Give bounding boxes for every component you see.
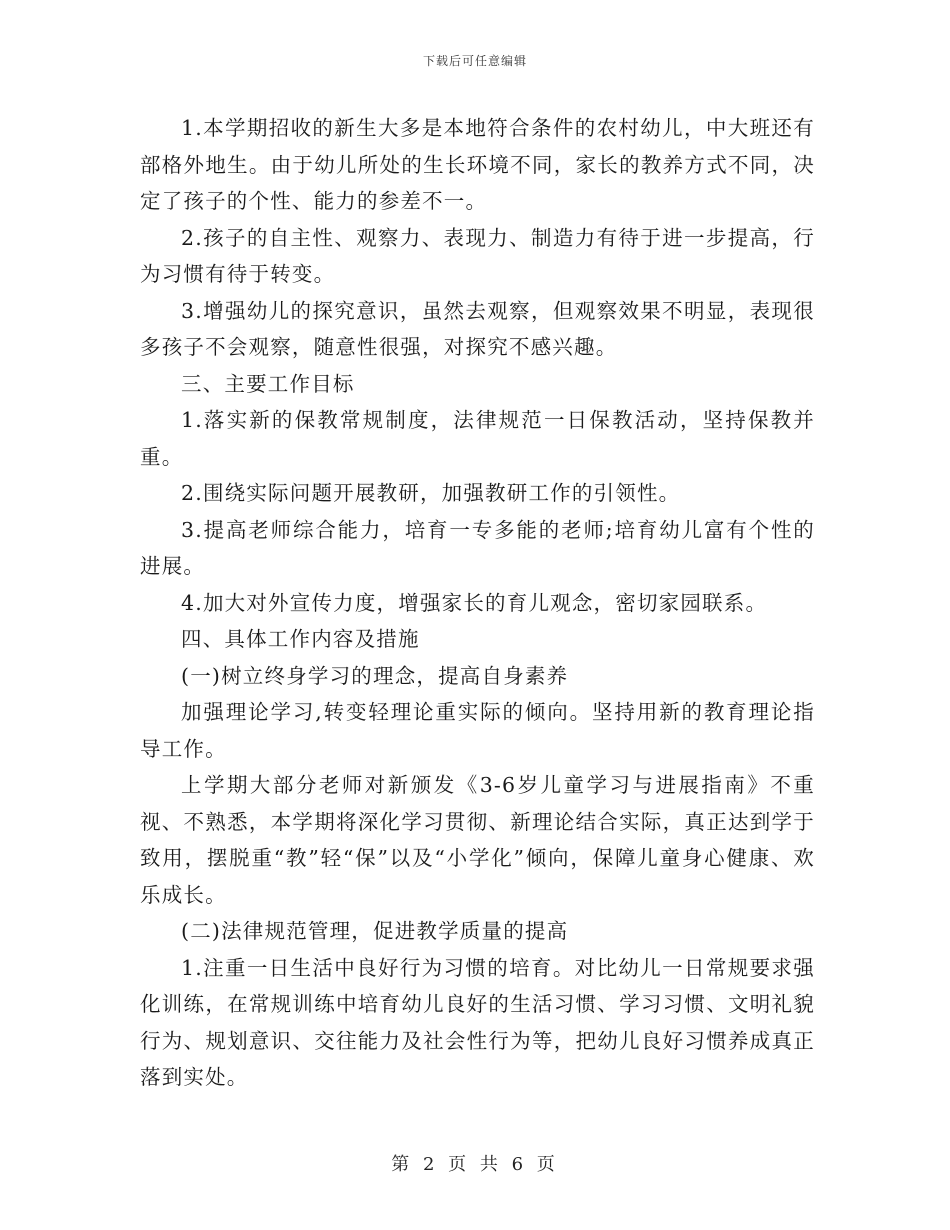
paragraph-5: 1.落实新的保教常规制度，法律规范一日保教活动，坚持保教并重。 <box>140 408 815 469</box>
section-heading-4: 四、具体工作内容及措施 <box>181 627 420 651</box>
paragraph-3: 3.增强幼儿的探究意识，虽然去观察，但观察效果不明显，表现很多孩子不会观察，随意性很强，对探究不感兴趣。 <box>140 298 815 359</box>
page-header: 下载后可任意编辑 <box>422 54 527 68</box>
paragraph-7: 3.提高老师综合能力，培育一专多能的老师;培育幼儿富有个性的进展。 <box>140 517 815 578</box>
paragraph-6: 2.围绕实际问题开展教研，加强教研工作的引领性。 <box>181 481 681 505</box>
page-footer: 第 2 页 共 6 页 <box>391 1154 559 1175</box>
subsection-heading-2: (二)法律规范管理，促进教学质量的提高 <box>181 919 569 943</box>
subsection-heading-1: (一)树立终身学习的理念，提高自身素养 <box>181 663 569 688</box>
paragraph-14: 1.注重一日生活中良好行为习惯的培育。对比幼儿一日常规要求强化训练，在常规训练中培育幼儿良好的生活习惯、学习习惯、文明礼貌行为、规划意识、交往能力及社会性行为等，把幼儿良好习惯养成真正落到实处。 <box>140 955 815 1089</box>
paragraph-12: 上学期大部分老师对新颁发《3-6岁儿童学习与进展指南》不重视、不熟悉，本学期将深化学习贯彻、新理论结合实际，真正达到学于致用，摆脱重“教”轻“保”以及“小学化”倾向，保障儿童身心健康、欢乐成长。 <box>140 773 815 907</box>
paragraph-2: 2.孩子的自主性、观察力、表现力、制造力有待于进一步提高，行为习惯有待于转变。 <box>140 225 815 286</box>
paragraph-1: 1.本学期招收的新生大多是本地符合条件的农村幼儿，中大班还有部格外地生。由于幼儿所处的生长环境不同，家长的教养方式不同，决定了孩子的个性、能力的参差不一。 <box>140 116 815 213</box>
paragraph-8: 4.加大对外宣传力度，增强家长的育儿观念，密切家园联系。 <box>181 590 768 615</box>
section-heading-3: 三、主要工作目标 <box>181 371 355 396</box>
document-body <box>140 110 815 1096</box>
paragraph-11: 加强理论学习,转变轻理论重实际的倾向。坚持用新的教育理论指导工作。 <box>140 700 815 761</box>
